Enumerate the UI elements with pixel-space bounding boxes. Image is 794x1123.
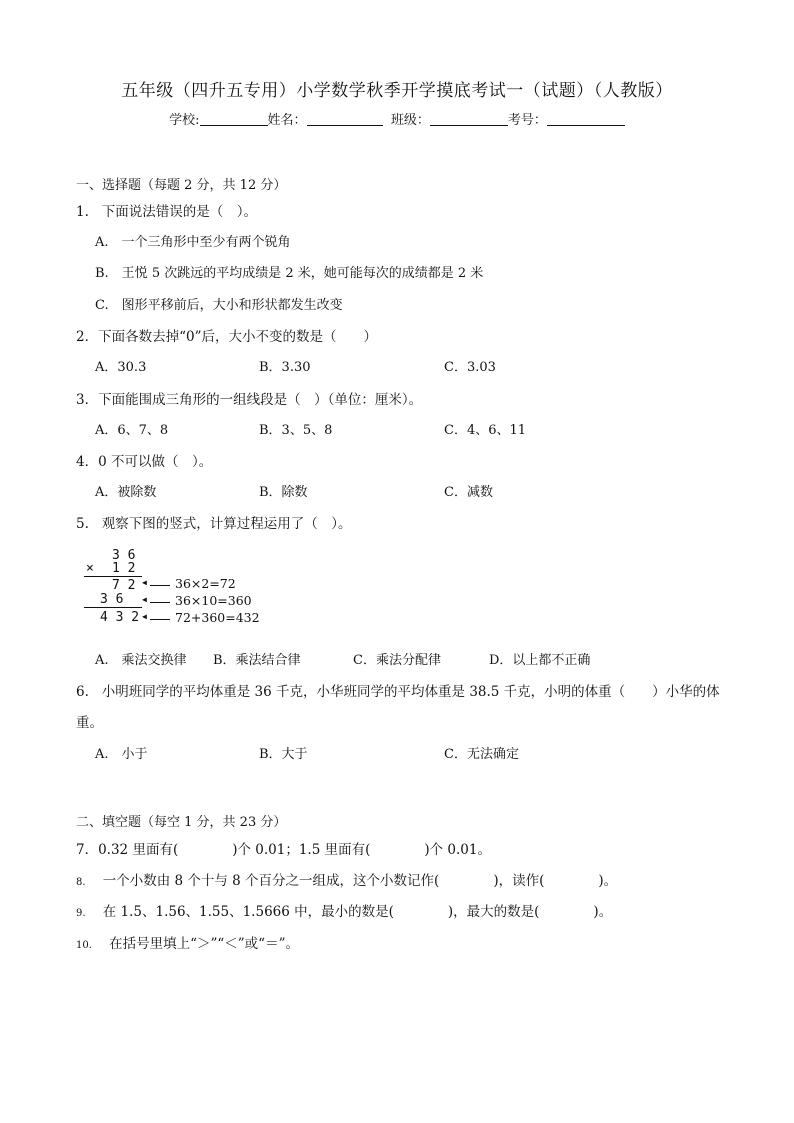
question-8-number: 8. <box>76 877 86 888</box>
question-5-number: 5. <box>76 516 89 532</box>
name-label: 姓名： <box>267 113 307 128</box>
q5-option-a: A. 乘法交换律 <box>95 653 187 668</box>
arrow-line-1 <box>150 585 170 586</box>
q4-option-c: C．减数 <box>444 485 493 500</box>
question-6 <box>76 680 720 700</box>
question-6-text: 小明班同学的平均体重是 36 千克，小华班同学的平均体重是 38.5 千克，小明的体重（ ）小华的体 <box>101 684 720 700</box>
class-blank[interactable] <box>430 111 508 126</box>
product-line <box>84 576 142 577</box>
question-1-text: 下面说法错误的是（ ）。 <box>101 204 258 220</box>
sum-line <box>84 607 142 608</box>
question-1-number: 1. <box>76 204 89 220</box>
question-6-number: 6. <box>76 684 89 700</box>
section1-heading: 一、选择题（每题 2 分，共 12 分） <box>76 178 287 193</box>
multiplicand: 3 6 <box>112 548 136 563</box>
student-info-line <box>0 109 794 128</box>
annotation-1: 36×2=72 <box>175 576 236 591</box>
question-6-text-continued: 重。 <box>76 715 103 731</box>
q2-option-a: A．30.3 <box>95 360 147 375</box>
question-9-number: 9. <box>76 908 86 919</box>
q6-option-b: B．大于 <box>259 747 308 762</box>
q3-option-a: A．6、7、8 <box>95 423 169 438</box>
q5-option-d: D．以上都不正确 <box>489 653 591 668</box>
question-10 <box>76 932 299 952</box>
q6-option-a: A. 小于 <box>95 747 148 762</box>
times-sign: × <box>86 561 94 576</box>
multiplier: 1 2 <box>112 561 136 576</box>
q1-option-c: C. 图形平移前后，大小和形状都发生改变 <box>95 298 343 313</box>
school-blank[interactable] <box>200 111 268 126</box>
question-3-text: 3．下面能围成三角形的一组线段是（ ）（单位：厘米）。 <box>76 392 423 408</box>
exam-title: 五年级（四升五专用）小学数学秋季开学摸底考试一（试题）（人教版） <box>121 81 673 101</box>
question-4-text: 4．0 不可以做（ ）。 <box>76 454 213 470</box>
school-label: 学校: <box>169 113 200 128</box>
q1-option-a: A. 一个三角形中至少有两个锐角 <box>95 235 291 250</box>
arrow-line-3 <box>150 619 170 620</box>
question-7-text: 7．0.32 里面有( )个 0.01；1.5 里面有( )个 0.01。 <box>76 842 491 858</box>
question-9-text: 在 1.5、1.56、1.55、1.5666 中，最小的数是( )，最大的数是( )。 <box>102 904 613 920</box>
q4-option-a: A．被除数 <box>95 485 157 500</box>
q2-option-c: C．3.03 <box>444 360 496 375</box>
arrow-head-3: ◀ <box>142 612 147 621</box>
partial-product-1: 7 2 <box>112 578 136 593</box>
arrow-line-2 <box>150 602 170 603</box>
arrow-head-2: ◀ <box>142 595 147 604</box>
q1-option-b: B. 王悦 5 次跳远的平均成绩是 2 米，她可能每次的成绩都是 2 米 <box>95 266 484 281</box>
q2-option-b: B．3.30 <box>259 360 311 375</box>
q3-option-b: B．3、5、8 <box>259 423 333 438</box>
q6-option-c: C．无法确定 <box>444 747 519 762</box>
number-label: 考号： <box>507 113 547 128</box>
question-1 <box>76 200 257 220</box>
question-5 <box>76 512 352 532</box>
q3-option-c: C．4、6、11 <box>444 423 527 438</box>
section2-heading: 二、填空题（每空 1 分，共 23 分） <box>76 815 287 830</box>
class-label: 班级： <box>390 113 430 128</box>
final-product: 4 3 2 <box>100 610 140 625</box>
question-2-text: 2．下面各数去掉“0”后，大小不变的数是（ ） <box>76 329 377 345</box>
partial-product-2: 3 6 <box>100 592 124 607</box>
annotation-2: 36×10=360 <box>175 593 252 608</box>
annotation-3: 72+360=432 <box>175 610 260 625</box>
question-10-text: 在括号里填上“＞”“＜”或“＝”。 <box>109 936 299 952</box>
question-8-text: 一个小数由 8 个十与 8 个百分之一组成，这个小数记作( )，读作( )。 <box>102 873 618 889</box>
vertical-multiplication <box>80 548 280 628</box>
q5-option-b: B．乘法结合律 <box>213 653 301 668</box>
arrow-head-1: ◀ <box>142 578 147 587</box>
question-8 <box>76 869 617 889</box>
q4-option-b: B．除数 <box>259 485 308 500</box>
name-blank[interactable] <box>307 111 383 126</box>
question-5-text: 观察下图的竖式，计算过程运用了（ ）。 <box>101 516 352 532</box>
question-10-number: 10. <box>76 940 92 951</box>
number-blank[interactable] <box>547 111 625 126</box>
q5-option-c: C．乘法分配律 <box>353 653 441 668</box>
question-9 <box>76 900 612 920</box>
